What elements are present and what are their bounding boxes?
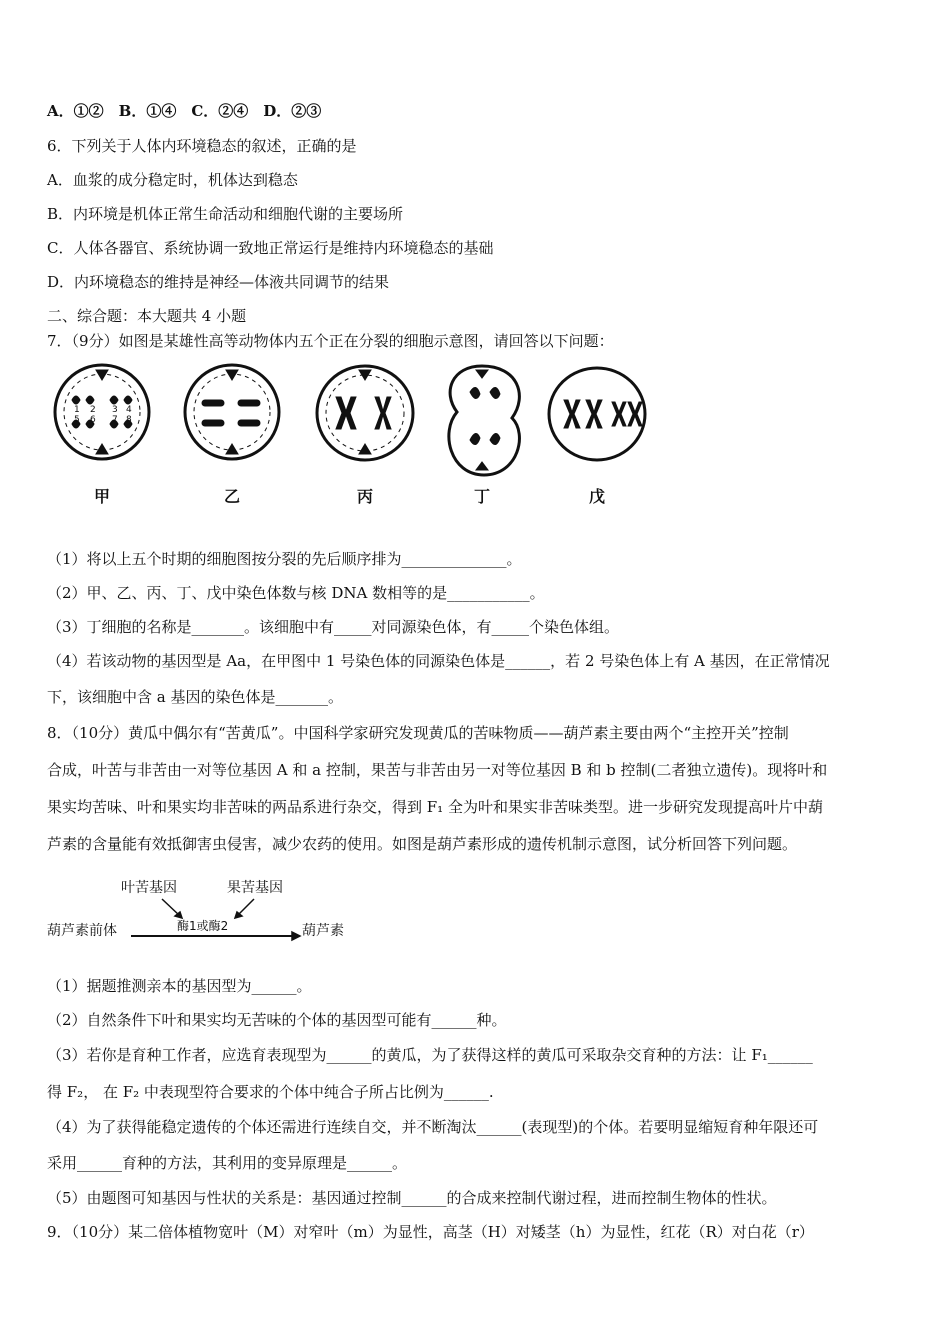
cell-label-wu: 戊	[589, 487, 606, 506]
q7-part1: （1）将以上五个时期的细胞图按分裂的先后顺序排为______________。	[47, 550, 522, 568]
q7-part3: （3）丁细胞的名称是_______。该细胞中有_____对同源染色体，有_____个染色体组。	[47, 618, 620, 636]
enzyme-label: 酶1或酶2	[177, 919, 229, 933]
q7-stem: 7．（9分）如图是某雄性高等动物体内五个正在分裂的细胞示意图，请回答以下问题：	[47, 332, 614, 350]
cell-wu	[549, 368, 645, 460]
cell-label-bing: 丙	[357, 487, 374, 506]
q8-line2: 合成，叶苦与非苦由一对等位基因 A 和 a 控制，果苦与非苦由另一对等位基因 B 和 b 控制(二者独立遗传)。现将叶和	[47, 761, 828, 779]
gene-mechanism-diagram	[47, 872, 377, 952]
q8-part2: （2）自然条件下叶和果实均无苦味的个体的基因型可能有______种。	[47, 1011, 507, 1029]
cell-number: 5	[74, 415, 80, 425]
cell-number: 4	[126, 405, 132, 415]
q6-option-c: C．人体各器官、系统协调一致地正常运行是维持内环境稳态的基础	[47, 239, 494, 257]
q6-stem: 6．下列关于人体内环境稳态的叙述，正确的是	[47, 137, 357, 155]
section-heading: 二、综合题：本大题共 4 小题	[47, 307, 247, 325]
q8-part4-a: （4）为了获得能稳定遗传的个体还需进行连续自交，并不断淘汰______(表现型)的个体。若要明显缩短育种年限还可	[47, 1118, 819, 1136]
q8-part3-a: （3）若你是育种工作者，应选育表现型为______的黄瓜，为了获得这样的黄瓜可采取杂交育种的方法：让 F₁______	[47, 1046, 813, 1064]
cell-division-figure	[52, 362, 672, 522]
q8-part3-b: 得 F₂， 在 F₂ 中表现型符合要求的个体中纯合子所占比例为______.	[47, 1083, 494, 1101]
q8-line3: 果实均苦味、叶和果实均非苦味的两品系进行杂交，得到 F₁ 全为叶和果实非苦味类型。进一步研究发现提高叶片中葫	[47, 798, 823, 816]
leaf-gene-label: 叶苦基因	[121, 880, 177, 896]
q8-part1: （1）据题推测亲本的基因型为______。	[47, 977, 312, 995]
q6-option-a: A．血浆的成分稳定时，机体达到稳态	[47, 171, 298, 189]
q6-option-b: B．内环境是机体正常生命活动和细胞代谢的主要场所	[47, 205, 404, 223]
fruit-gene-label: 果苦基因	[227, 880, 283, 896]
cell-number: 8	[126, 415, 132, 425]
q8-part5: （5）由题图可知基因与性状的关系是：基因通过控制______的合成来控制代谢过程，进而控制生物体的性状。	[47, 1189, 777, 1207]
q7-part4-b: 下，该细胞中含 a 基因的染色体是_______。	[47, 688, 343, 706]
q5-options: A．①② B．①④ C．②④ D．②③	[47, 102, 322, 120]
product-label: 葫芦素	[302, 923, 344, 939]
cell-number: 7	[112, 415, 118, 425]
cell-number: 3	[112, 405, 118, 415]
q7-part4-a: （4）若该动物的基因型是 Aa，在甲图中 1 号染色体的同源染色体是______，若 2 号染色体上有 A 基因，在正常情况	[47, 652, 830, 670]
q8-line4: 芦素的含量能有效抵御害虫侵害，减少农药的使用。如图是葫芦素形成的遗传机制示意图，试分析回答下列问题。	[47, 835, 798, 853]
q7-part2: （2）甲、乙、丙、丁、戊中染色体数与核 DNA 数相等的是___________。	[47, 584, 545, 602]
cell-label-jia: 甲	[94, 487, 111, 506]
cell-number: 2	[90, 405, 96, 415]
q8-part4-b: 采用______育种的方法，其利用的变异原理是______。	[47, 1154, 408, 1172]
q9-line1: 9．（10分）某二倍体植物宽叶（M）对窄叶（m）为显性，高茎（H）对矮茎（h）为显性，红花（R）对白花（r）	[47, 1223, 814, 1241]
cell-number: 6	[90, 415, 96, 425]
cell-label-yi: 乙	[224, 487, 241, 506]
q6-option-d: D．内环境稳态的维持是神经—体液共同调节的结果	[47, 273, 390, 291]
cell-number: 1	[74, 405, 80, 415]
cell-ding	[449, 366, 520, 475]
precursor-label: 葫芦素前体	[47, 923, 117, 939]
q8-line1: 8．（10分）黄瓜中偶尔有“苦黄瓜”。中国科学家研究发现黄瓜的苦味物质——葫芦素主要由两个“主控开关”控制	[47, 724, 789, 742]
cell-label-ding: 丁	[474, 487, 491, 506]
